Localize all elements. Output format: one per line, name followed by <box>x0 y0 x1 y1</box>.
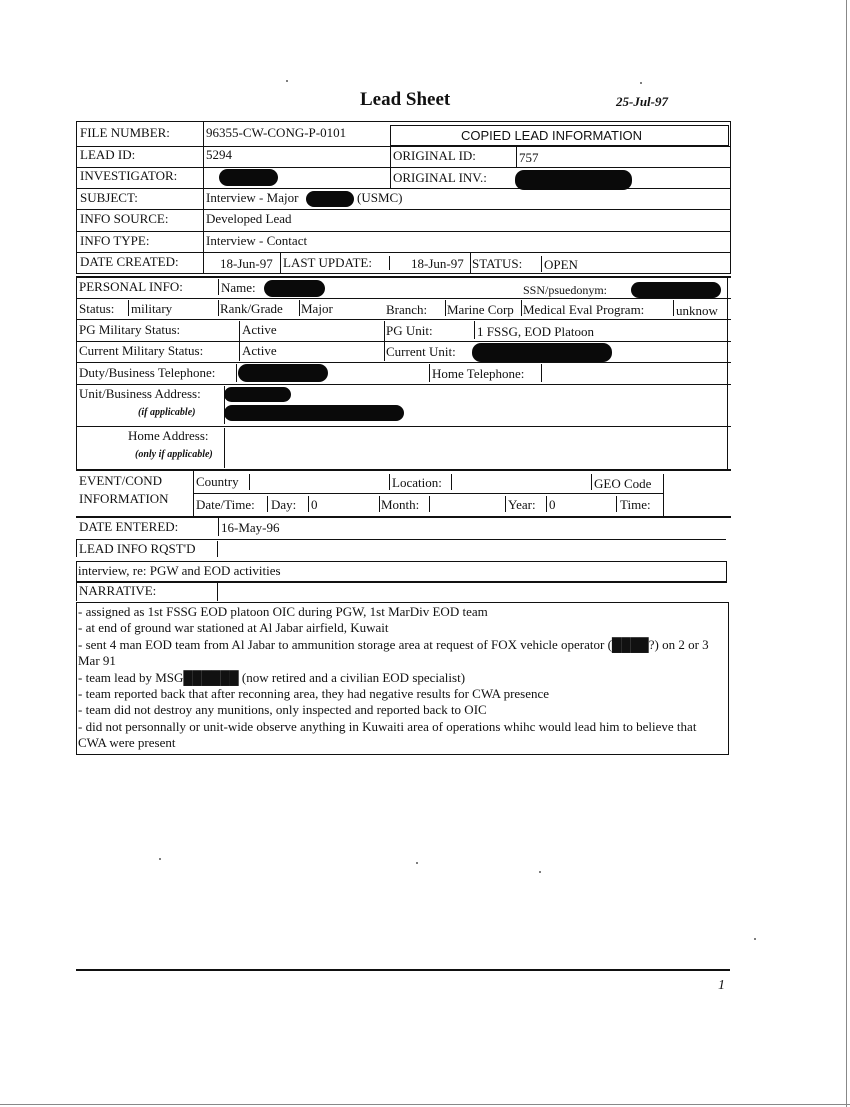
pg-military-status-label: PG Military Status: <box>79 322 181 337</box>
status-field-label: Status: <box>79 301 115 316</box>
narrative-line: - team lead by MSG██████ (now retired and a civilian EOD specialist) <box>78 669 466 685</box>
status-value: OPEN <box>544 257 578 272</box>
lead-info-rqstd-label: LEAD INFO RQST'D <box>79 541 196 556</box>
current-unit-redaction <box>472 343 612 362</box>
copied-lead-label: COPIED LEAD INFORMATION <box>461 128 643 143</box>
page-number: 1 <box>718 978 725 993</box>
day-value: 0 <box>311 497 318 512</box>
subject-prefix: Interview - Major <box>206 190 299 205</box>
narrative-line: - did not personnally or unit-wide observe anything in Kuwaiti area of operations whihc would lead him to believe that CWA were present <box>78 718 697 751</box>
info-type-label: INFO TYPE: <box>80 233 150 248</box>
duty-telephone-label: Duty/Business Telephone: <box>79 365 216 380</box>
unit-address-redaction-2 <box>224 405 404 421</box>
footer-rule <box>76 969 730 971</box>
personal-info-label: PERSONAL INFO: <box>79 279 183 294</box>
pg-unit-value: 1 FSSG, EOD Platoon <box>477 324 595 339</box>
last-update-value: 18-Jun-97 <box>411 256 464 271</box>
investigator-redaction <box>219 169 278 186</box>
narrative-text <box>78 604 726 752</box>
subject-suffix: (USMC) <box>357 190 403 205</box>
lead-id-value: 5294 <box>206 147 232 162</box>
status-field-value: military <box>131 301 173 316</box>
date-entered-value: 16-May-96 <box>221 520 280 535</box>
date-created-value: 18-Jun-97 <box>220 256 273 271</box>
country-label: Country <box>196 474 239 489</box>
file-number-value: 96355-CW-CONG-P-0101 <box>206 125 347 140</box>
only-if-applicable-note: (only if applicable) <box>135 449 213 460</box>
if-applicable-note: (if applicable) <box>138 407 196 418</box>
branch-value: Marine Corp <box>447 302 514 317</box>
day-label: Day: <box>271 497 297 512</box>
medical-eval-value: unknow <box>676 303 718 318</box>
duty-telephone-redaction <box>238 364 328 382</box>
narrative-line: - assigned as 1st FSSG EOD platoon OIC during PGW, 1st MarDiv EOD team <box>78 604 488 619</box>
lead-info-value: interview, re: PGW and EOD activities <box>78 563 281 578</box>
current-military-status-label: Current Military Status: <box>79 343 204 358</box>
ssn-redaction <box>631 282 721 298</box>
page-title: Lead Sheet <box>360 89 451 110</box>
rank-label: Rank/Grade <box>220 301 283 316</box>
year-label: Year: <box>508 497 536 512</box>
original-inv-label: ORIGINAL INV.: <box>393 170 487 185</box>
last-update-label: LAST UPDATE: <box>283 255 372 270</box>
pg-military-status-value: Active <box>242 322 277 337</box>
narrative-line: - at end of ground war stationed at Al Jabar airfield, Kuwait <box>78 620 389 636</box>
medical-eval-label: Medical Eval Program: <box>523 302 645 317</box>
name-label: Name: <box>221 280 256 295</box>
info-source-label: INFO SOURCE: <box>80 211 169 226</box>
time-label: Time: <box>620 497 651 512</box>
current-military-status-value: Active <box>242 343 277 358</box>
home-address-label: Home Address: <box>128 428 209 443</box>
location-label: Location: <box>392 475 442 490</box>
geo-code-label: GEO Code <box>594 476 652 491</box>
current-unit-label: Current Unit: <box>386 344 456 359</box>
unit-address-label: Unit/Business Address: <box>79 386 201 401</box>
header-date: 25-Jul-97 <box>616 94 668 109</box>
status-label: STATUS: <box>472 256 523 271</box>
info-source-value: Developed Lead <box>206 211 292 226</box>
event-label-line1: EVENT/COND <box>79 473 163 488</box>
date-created-label: DATE CREATED: <box>80 254 179 269</box>
unit-address-redaction-1 <box>224 387 291 402</box>
lead-id-label: LEAD ID: <box>80 147 136 162</box>
narrative-line: - sent 4 man EOD team from Al Jabar to ammunition storage area at request of FOX vehicle operator (████?) on 2 or 3 Mar 91 <box>78 636 709 669</box>
branch-label: Branch: <box>386 302 428 317</box>
subject-name-redaction <box>306 191 354 207</box>
info-type-value: Interview - Contact <box>206 233 308 248</box>
investigator-label: INVESTIGATOR: <box>80 168 178 183</box>
date-entered-label: DATE ENTERED: <box>79 519 179 534</box>
original-inv-redaction <box>515 170 632 190</box>
datetime-label: Date/Time: <box>196 497 255 512</box>
ssn-label: SSN/psuedonym: <box>523 283 608 297</box>
rank-value: Major <box>301 301 333 316</box>
narrative-line: - team did not destroy any munitions, only inspected and reported back to OIC <box>78 702 487 718</box>
original-id-label: ORIGINAL ID: <box>393 148 476 163</box>
home-telephone-label: Home Telephone: <box>432 366 525 381</box>
file-number-label: FILE NUMBER: <box>80 125 170 140</box>
pg-unit-label: PG Unit: <box>386 323 433 338</box>
subject-label: SUBJECT: <box>80 190 138 205</box>
narrative-line: - team reported back that after reconning area, they had negative results for CWA presence <box>78 686 550 702</box>
event-label-line2: INFORMATION <box>79 491 169 506</box>
name-redaction <box>264 280 325 297</box>
year-value: 0 <box>549 497 556 512</box>
original-id-value: 757 <box>519 150 539 165</box>
narrative-label: NARRATIVE: <box>79 583 157 598</box>
month-label: Month: <box>381 497 420 512</box>
